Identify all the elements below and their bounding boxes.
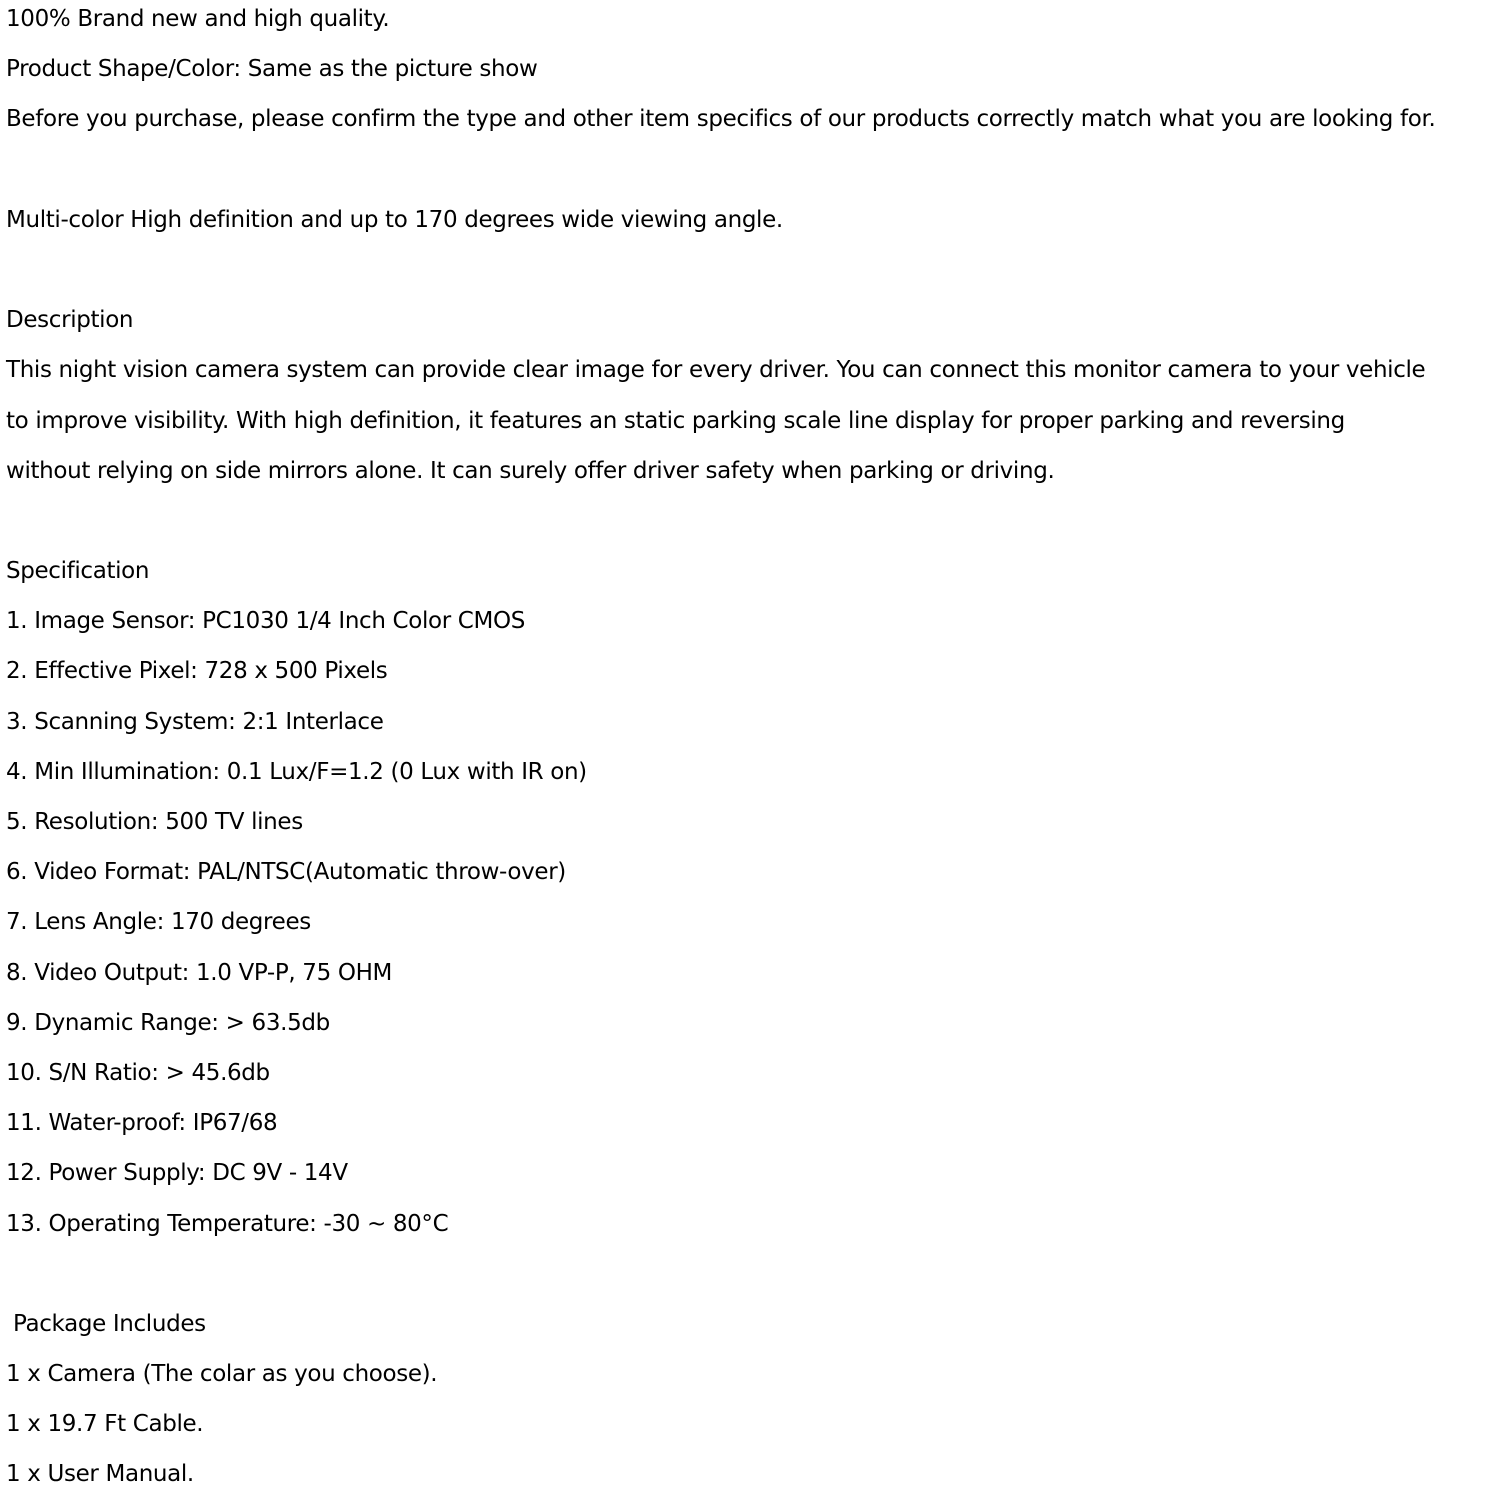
package-item: 1 x 19.7 Ft Cable. — [6, 1411, 204, 1438]
product-description-document — [6, 0, 1496, 1500]
package-item: 1 x User Manual. — [6, 1461, 194, 1488]
intro-line-purchase-notice: Before you purchase, please confirm the type and other item specifics of our products correctly match what you are looking for. — [6, 106, 1436, 133]
intro-line-brand-new: 100% Brand new and high quality. — [6, 6, 390, 32]
spacer — [6, 1249, 1496, 1299]
description-heading: Description — [6, 307, 134, 334]
spec-item: 13. Operating Temperature: -30 ~ 80°C — [6, 1210, 449, 1237]
spacer — [6, 245, 1496, 295]
spec-item: 9. Dynamic Range: > 63.5db — [6, 1009, 330, 1036]
spec-item: 5. Resolution: 500 TV lines — [6, 809, 303, 835]
feature-line: Multi-color High definition and up to 170 degrees wide viewing angle. — [6, 206, 783, 233]
description-line: to improve visibility. With high definition, it features an static parking scale line display for proper parking and reversing — [6, 407, 1345, 434]
package-item: 1 x Camera (The colar as you choose). — [6, 1361, 438, 1388]
spec-item: 3. Scanning System: 2:1 Interlace — [6, 708, 384, 735]
spec-item: 12. Power Supply: DC 9V - 14V — [6, 1160, 348, 1187]
spacer — [6, 145, 1496, 195]
spec-item: 11. Water-proof: IP67/68 — [6, 1110, 278, 1137]
spec-item: 4. Min Illumination: 0.1 Lux/F=1.2 (0 Lux with IR on) — [6, 758, 587, 785]
specification-heading: Specification — [6, 558, 150, 585]
spec-item: 8. Video Output: 1.0 VP-P, 75 OHM — [6, 959, 393, 986]
spec-item: 7. Lens Angle: 170 degrees — [6, 909, 311, 936]
spacer — [6, 496, 1496, 546]
spec-item: 1. Image Sensor: PC1030 1/4 Inch Color CMOS — [6, 608, 526, 635]
spec-item: 10. S/N Ratio: > 45.6db — [6, 1059, 270, 1086]
spec-item: 2. Effective Pixel: 728 x 500 Pixels — [6, 658, 388, 685]
spec-item: 6. Video Format: PAL/NTSC(Automatic throw-over) — [6, 859, 566, 886]
description-line: This night vision camera system can provide clear image for every driver. You can connect this monitor camera to your vehicle — [6, 357, 1426, 384]
package-heading: Package Includes — [13, 1310, 206, 1337]
intro-line-shape-color: Product Shape/Color: Same as the picture show — [6, 56, 538, 83]
description-line: without relying on side mirrors alone. It can surely offer driver safety when parking or driving. — [6, 457, 1055, 484]
